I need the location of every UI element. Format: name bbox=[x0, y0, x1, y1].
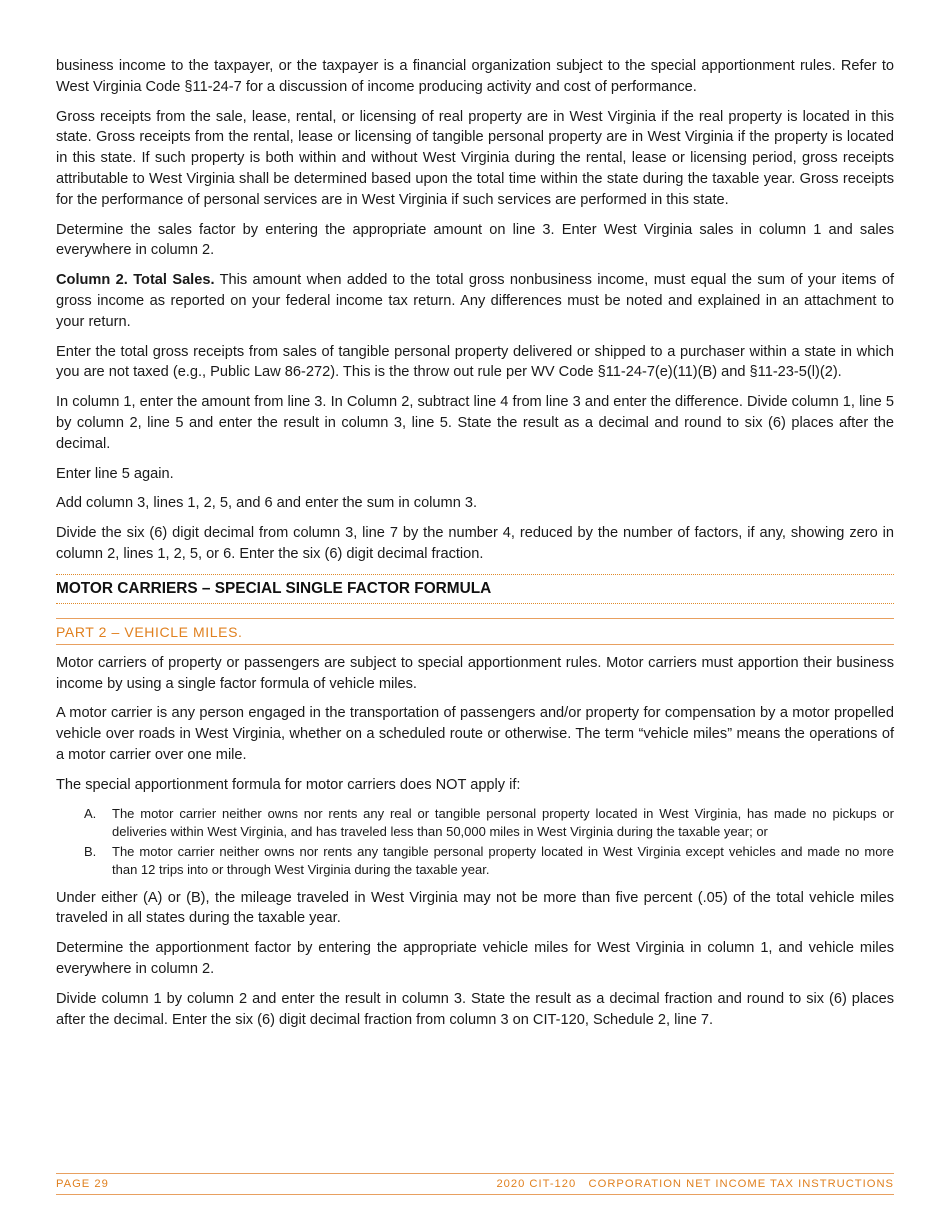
paragraph: Determine the apportionment factor by entering the appropriate vehicle miles for West Virginia in column 1, and vehicle miles everywhere in column 2. bbox=[56, 940, 894, 977]
page-footer bbox=[56, 1173, 894, 1195]
condition-list bbox=[56, 805, 894, 880]
paragraph: Gross receipts from the sale, lease, rental, or licensing of real property are in West Virginia if the real property is located in this state. Gross receipts from the rental, lease or licensing of tangible personal property are in West Virginia if the property is located in this state. If such property is both within and without West Virginia during the rental, lease or licensing period, gross receipts attributable to West Virginia shall be determined based upon the total time within the state during the taxable year. Gross receipts for the performance of personal services are in West Virginia if such services are performed in this state. bbox=[56, 108, 894, 208]
list-marker: A. bbox=[84, 805, 97, 821]
page-number: PAGE 29 bbox=[56, 1178, 109, 1190]
list-item bbox=[56, 843, 894, 880]
paragraph: Motor carriers of property or passengers are subject to special apportionment rules. Motor carriers must apportion their business income by using a single factor formula of vehicle miles. bbox=[56, 654, 894, 692]
paragraph: A motor carrier is any person engaged in the transportation of passengers and/or property for compensation by a motor propelled vehicle over roads in West Virginia, whether on a scheduled route or otherwise. The term “vehicle miles” means the operations of a motor carrier over one mile. bbox=[56, 705, 894, 763]
paragraph: Add column 3, lines 1, 2, 5, and 6 and enter the sum in column 3. bbox=[56, 495, 478, 512]
paragraph: Divide column 1 by column 2 and enter the result in column 3. State the result as a decimal fraction and round to six (6) places after the decimal. Enter the six (6) digit decimal fraction from column 3 on CIT-120, Schedule 2, line 7. bbox=[56, 990, 894, 1028]
paragraph: Enter line 5 again. bbox=[56, 465, 174, 482]
paragraph: Divide the six (6) digit decimal from column 3, line 7 by the number 4, reduced by the number of factors, if any, showing zero in column 2, lines 1, 2, 5, or 6. Enter the six (6) digit decimal fraction. bbox=[56, 525, 894, 562]
column2-label: Column 2. Total Sales. bbox=[56, 272, 215, 289]
paragraph-column2 bbox=[56, 270, 894, 332]
part-title: PART 2 – VEHICLE MILES. bbox=[56, 618, 894, 645]
paragraph: Determine the sales factor by entering the appropriate amount on line 3. Enter West Virginia sales in column 1 and sales everywhere in column 2. bbox=[56, 221, 894, 259]
list-text: The motor carrier neither owns nor rents any real or tangible personal property located in West Virginia, has made no pickups or deliveries within West Virginia, and has traveled less than 50,000 miles in West Virginia during the taxable year; or bbox=[112, 805, 894, 840]
paragraph: Under either (A) or (B), the mileage traveled in West Virginia may not be more than five percent (.05) of the total vehicle miles traveled in all states during the taxable year. bbox=[56, 889, 894, 927]
column2-text: This amount when added to the total gross nonbusiness income, must equal the sum of your items of gross income as reported on your federal income tax return. Any differences must be noted and explained in an attachment to your return. bbox=[56, 272, 894, 330]
paragraph: The special apportionment formula for motor carriers does NOT apply if: bbox=[56, 776, 521, 793]
list-text: The motor carrier neither owns nor rents any tangible personal property located in West Virginia except vehicles and made no more than 12 trips into or through West Virginia during the taxable year. bbox=[112, 843, 894, 878]
footer-title: 2020 CIT-120 CORPORATION NET INCOME TAX INSTRUCTIONS bbox=[496, 1178, 894, 1190]
paragraph: business income to the taxpayer, or the taxpayer is a financial organization subject to the special apportionment rules. Refer to West Virginia Code §11-24-7 for a discussion of income producing activity and cost of performance. bbox=[56, 58, 894, 95]
list-marker: B. bbox=[84, 843, 97, 859]
paragraph: Enter the total gross receipts from sales of tangible personal property delivered or shipped to a purchaser within a state in which you are not taxed (e.g., Public Law 86-272). This is the throw out rule per WV Code §11-24-7(e)(11)(B) and §11-23-5(l)(2). bbox=[56, 343, 894, 381]
section-title: MOTOR CARRIERS – SPECIAL SINGLE FACTOR FORMULA bbox=[56, 574, 894, 604]
paragraph: In column 1, enter the amount from line 3. In Column 2, subtract line 4 from line 3 and enter the difference. Divide column 1, line 5 by column 2, line 5 and enter the result in column 3, line 5. State the result as a decimal and round to six (6) places after the decimal. bbox=[56, 394, 894, 452]
document-body bbox=[56, 56, 894, 1039]
list-item bbox=[56, 805, 894, 842]
